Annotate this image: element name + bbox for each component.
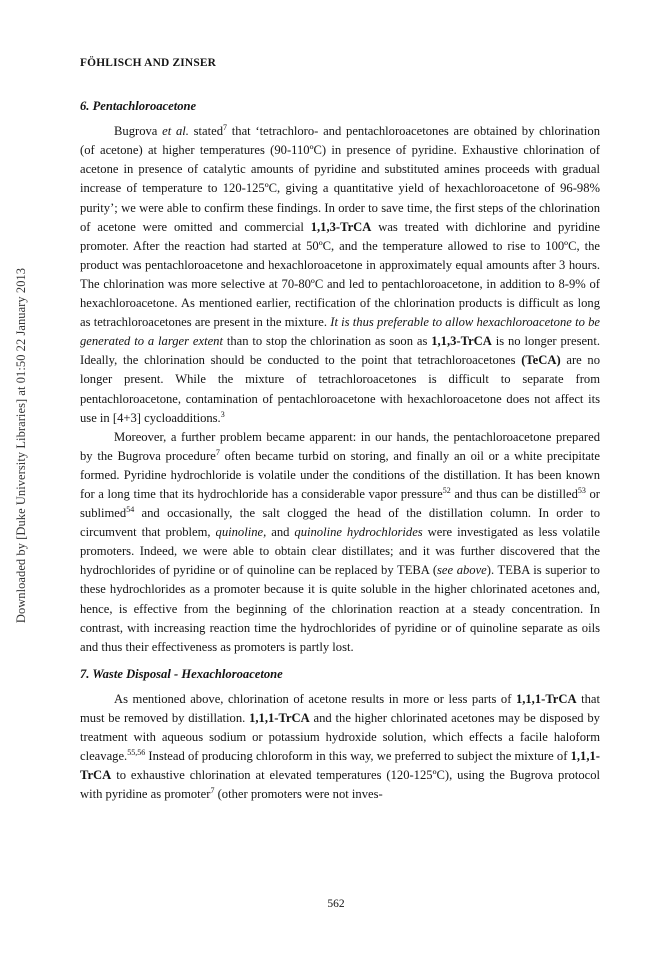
section-7-heading: 7. Waste Disposal - Hexachloroacetone <box>80 666 283 681</box>
text-run: and occasionally, the salt clogged the head of the distillation column. In order to circumvent that problem, <box>80 506 600 540</box>
section-6-heading: 6. Pentachloroacetone <box>80 99 197 114</box>
text-run: Bugrova <box>114 124 163 139</box>
text-run: that must be removed by distillation. <box>80 691 600 725</box>
text-run: often became turbid on storing, and finally an oil or a white precipitate formed. Pyridine hydrochloride is volatile under the conditions of the distillation. It has been known for a long time that its hydrochloride has a considerable vapor pressure <box>80 448 601 501</box>
section-7-paragraph-1 <box>80 690 600 805</box>
text-run: and the higher chlorinated acetones may be disposed by treatment with aqueous sodium or potassium hydroxide solution, which effects a facile haloform cleavage. <box>80 711 600 764</box>
download-notice: Downloaded by [Duke University Libraries] at 01:50 22 January 2013 <box>14 267 29 623</box>
text-run: to exhaustive chlorination at elevated temperatures (120-125ºC), using the Bugrova protocol with pyridine as promoter <box>80 768 600 802</box>
compound-label: 1,1,1-TrCA <box>249 711 310 725</box>
compound-label: 1,1,3-TrCA <box>431 334 492 349</box>
reference-superscript: 7 <box>223 123 228 132</box>
text-run: than to stop the chlorination as soon as <box>222 334 432 349</box>
page-body <box>80 54 600 804</box>
compound-label: 1,1,1-TrCA <box>80 749 600 783</box>
download-watermark <box>10 267 34 623</box>
compound-label: 1,1,3-TrCA <box>310 219 372 234</box>
reference-superscript: 7 <box>210 786 215 796</box>
page-number: 562 <box>327 898 345 910</box>
text-run: quinoline, <box>215 525 267 540</box>
text-run: ). TEBA is superior to these hydrochlorides as a promoter because it is quite soluble in the higher chlorinated acetones and, hence, is effective from the beginning of the chlorination reaction at a steady concentration. In contrast, with increasing reaction time the hydrochlorides of pyridine or of quinoline separate as oils and thus their effectiveness as promoters is partly lost. <box>80 563 600 654</box>
reference-superscript: 52 <box>442 485 451 495</box>
text-run: are no longer present. While the mixture of tetrachloroacetones is difficult to separate from pentachloroacetone, contamination of pentachloroacetone with hexachloroacetone does not affect its use in [4+3] cycloadditions. <box>80 353 601 425</box>
text-run: and thus can be distilled <box>450 486 578 501</box>
text-run: et al. <box>162 124 189 139</box>
section-6-paragraph-1 <box>80 122 600 428</box>
text-run: is no longer present. Ideally, the chlorination should be conducted to the point that tetrachloroacetones <box>80 334 601 368</box>
reference-superscript: 54 <box>126 504 135 514</box>
text-run: see above <box>437 563 487 578</box>
text-run: Moreover, a further problem became apparent: in our hands, the pentachloroacetone prepared by the Bugrova procedure <box>80 429 600 463</box>
text-run: that ‘tetrachloro- and pentachloroacetones are obtained by chlorination (of acetone) at higher temperatures (90-110ºC) in presence of pyridine. Exhaustive chlorination of acetone in presence of catalytic amounts of pyridine and substituted amines proceeds with gradual increase of temperature to 120-125ºC, giving a quantitative yield of hexachloroacetone of 96-98% purity’; we were able to confirm these findings. In order to save time, the first steps of the chlorination of acetone were omitted and commercial <box>80 124 600 234</box>
text-run: or sublimed <box>80 486 600 521</box>
compound-label: 1,1,1-TrCA <box>515 691 577 706</box>
text-run: was treated with dichlorine and pyridine promoter. After the reaction had started at 50ºC, and the temperature allowed to rise to 100ºC, the product was pentachloroacetone and hexachloroacetone in approximately equal amounts after 3 hours. The chlorination was more selective at 70-80ºC and led to pentachloroacetone, in addition to 8-9% of hexachloroacetone. As mentioned earlier, rectification of the chlorination products is difficult as long as tetrachloroacetones are present in the mixture. <box>80 219 600 330</box>
compound-label: (TeCA) <box>521 353 561 368</box>
reference-superscript: 3 <box>220 409 225 419</box>
reference-superscript: 7 <box>215 447 220 457</box>
text-run: were investigated as less volatile promoters. Indeed, we were able to obtain clear distillates; and it was further discovered that the hydrochlorides of pyridine or of quinoline can be replaced by TEBA ( <box>80 525 600 578</box>
text-run: and <box>266 525 295 540</box>
section-6-paragraph-2 <box>80 428 600 657</box>
text-run: stated <box>188 124 224 139</box>
text-run: quinoline hydrochlorides <box>294 525 423 540</box>
running-head: FÖHLISCH AND ZINSER <box>80 57 217 69</box>
reference-superscript: 53 <box>577 485 586 495</box>
text-run: As mentioned above, chlorination of acetone results in more or less parts of <box>114 691 516 706</box>
reference-superscript: 55,56 <box>127 748 146 757</box>
text-run: (other promoters were not inves- <box>214 787 383 802</box>
text-run: It is thus preferable to allow hexachloroacetone to be generated to a larger extent <box>80 315 600 349</box>
text-run: Instead of producing chloroform in this way, we preferred to subject the mixture of <box>145 749 571 764</box>
